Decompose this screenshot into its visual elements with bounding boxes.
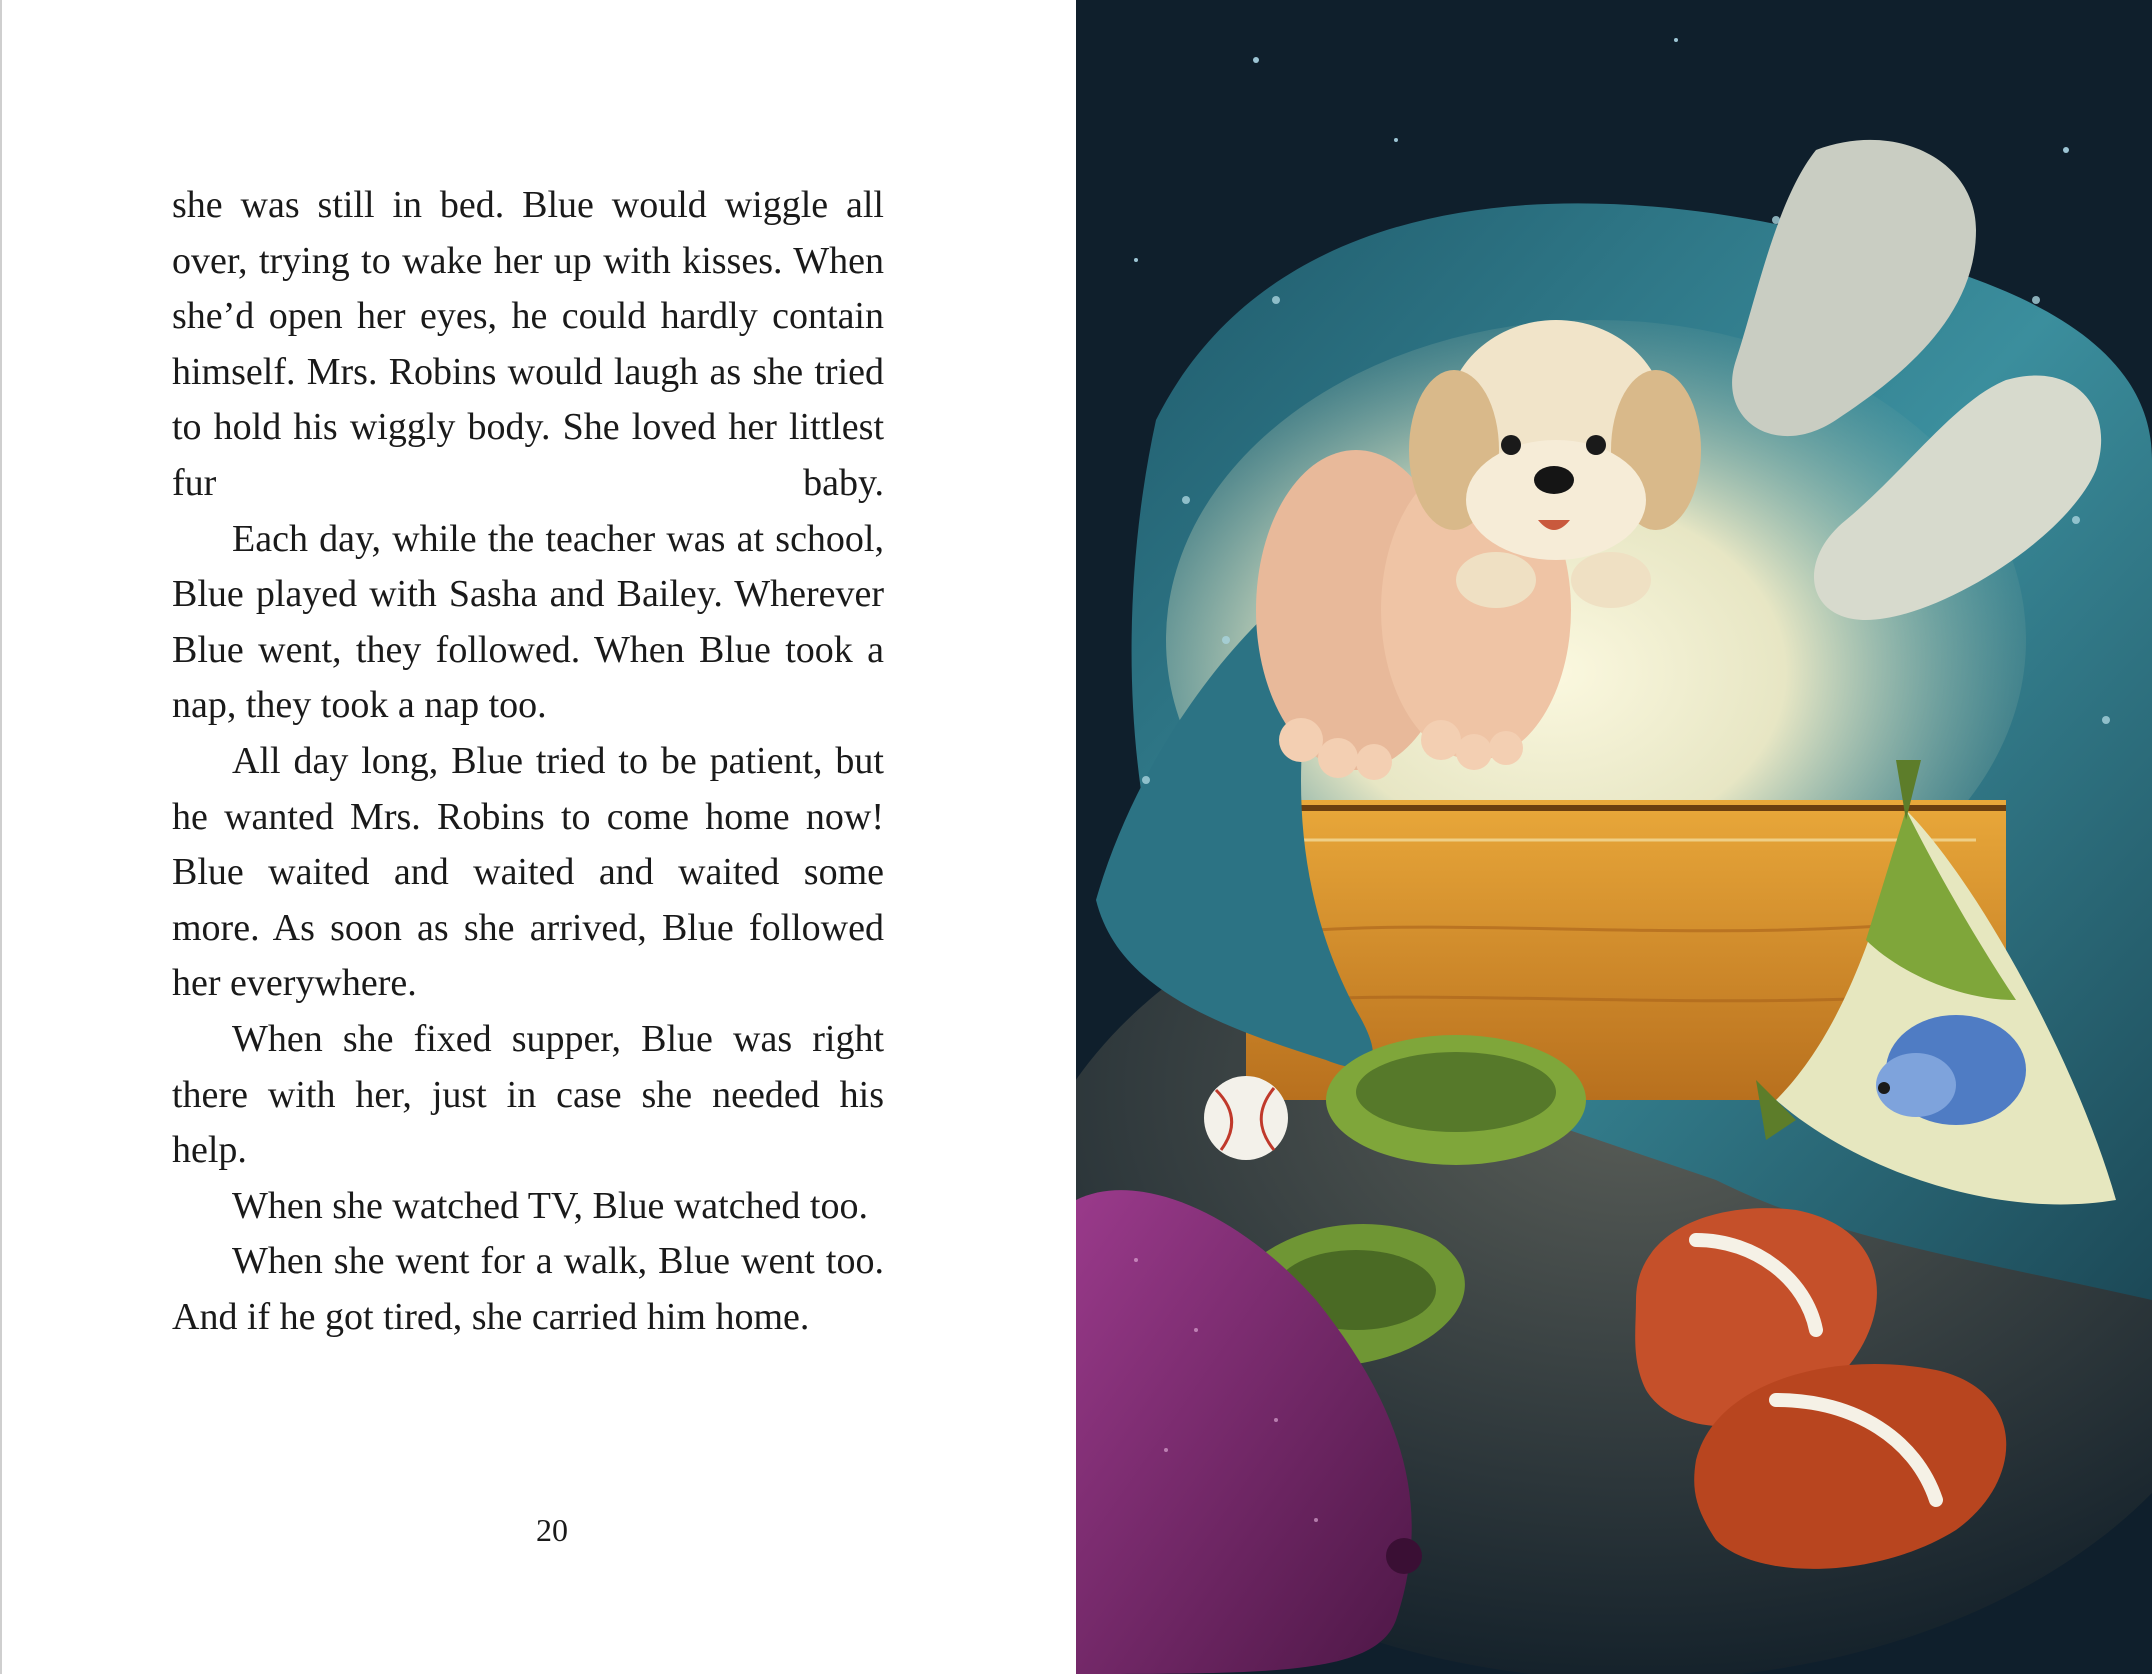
paragraph-6: When she went for a walk, Blue went too. And if he got tired, she carried him home. [172,1240,884,1338]
paragraph-4: When she fixed supper, Blue was right there with her, just in case she needed his help. [172,1017,884,1172]
paragraph-2: Each day, while the teacher was at school, Blue played with Sasha and Bailey. Wherever Blue went, they followed. When Blue took a nap, they took a nap too. [172,517,884,727]
illustration-page [1076,0,2152,1674]
paragraph-5: When she watched TV, Blue watched too. [232,1184,868,1227]
story-text [172,178,884,1345]
paragraph-3: All day long, Blue tried to be patient, but he wanted Mrs. Robins to come home now! Blue waited and waited and waited some more. As soon as she arrived, Blue followed her everywhere. [172,739,884,1005]
illustration [1076,0,2152,1674]
page-number: 20 [536,1512,568,1548]
baseball [1204,1076,1288,1160]
paragraph-1: she was still in bed. Blue would wiggle all over, trying to wake her up with kisses. When she’d open her eyes, he could hardly contain himself. Mrs. Robins would laugh as she tried to hold his wiggly body. She loved her littlest fur baby. [172,184,884,504]
